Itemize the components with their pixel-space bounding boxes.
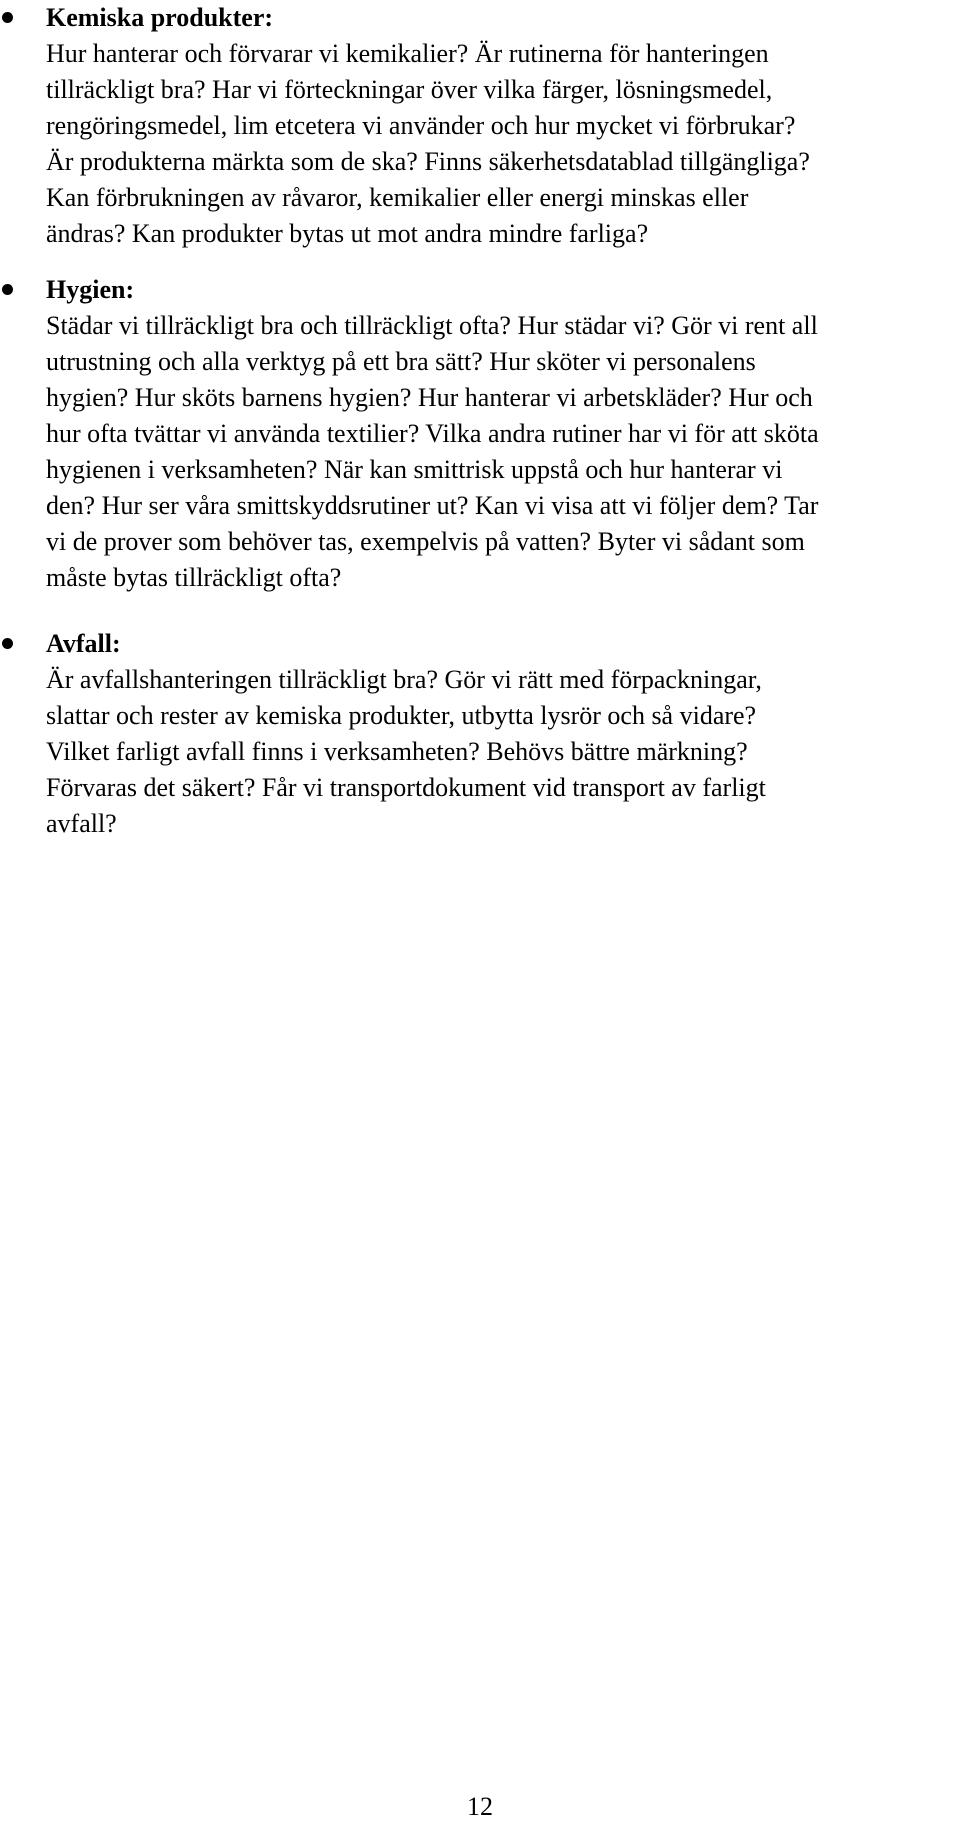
- bullet-icon: [2, 284, 13, 295]
- body-line: Förvaras det säkert? Får vi transportdokument vid transport av farligt: [46, 773, 766, 802]
- body-line: Är avfallshanteringen tillräckligt bra? Gör vi rätt med förpackningar,: [46, 665, 762, 694]
- body-line: Kan förbrukningen av råvaror, kemikalier eller energi minskas eller: [46, 183, 749, 212]
- body-line: hygien? Hur sköts barnens hygien? Hur hanterar vi arbetskläder? Hur och: [46, 383, 813, 412]
- section-avfall: [46, 626, 960, 842]
- body-line: rengöringsmedel, lim etcetera vi använder och hur mycket vi förbrukar?: [46, 111, 796, 140]
- body-line: tillräckligt bra? Har vi förteckningar över vilka färger, lösningsmedel,: [46, 75, 773, 104]
- body-line: Vilket farligt avfall finns i verksamheten? Behövs bättre märkning?: [46, 737, 748, 766]
- body-line: vi de prover som behöver tas, exempelvis på vatten? Byter vi sådant som: [46, 527, 805, 556]
- body-line: Är produkterna märkta som de ska? Finns säkerhetsdatablad tillgängliga?: [46, 147, 810, 176]
- body-line: hur ofta tvättar vi använda textilier? Vilka andra rutiner har vi för att sköta: [46, 419, 819, 448]
- body-line: den? Hur ser våra smittskyddsrutiner ut? Kan vi visa att vi följer dem? Tar: [46, 491, 819, 520]
- section-heading: Kemiska produkter:: [46, 3, 274, 32]
- section-kemiska-produkter: [46, 0, 960, 252]
- section-hygien: [46, 272, 960, 596]
- body-line: slattar och rester av kemiska produkter, utbytta lysrör och så vidare?: [46, 701, 757, 730]
- section-heading: Hygien:: [46, 275, 135, 304]
- body-line: Städar vi tillräckligt bra och tillräckligt ofta? Hur städar vi? Gör vi rent all: [46, 311, 818, 340]
- body-line: avfall?: [46, 809, 117, 838]
- body-line: utrustning och alla verktyg på ett bra sätt? Hur sköter vi personalens: [46, 347, 756, 376]
- body-line: Hur hanterar och förvarar vi kemikalier? Är rutinerna för hanteringen: [46, 39, 769, 68]
- body-line: måste bytas tillräckligt ofta?: [46, 563, 342, 592]
- body-line: ändras? Kan produkter bytas ut mot andra mindre farliga?: [46, 219, 649, 248]
- body-line: hygienen i verksamheten? När kan smittrisk uppstå och hur hanterar vi: [46, 455, 783, 484]
- bullet-icon: [2, 12, 13, 23]
- section-heading: Avfall:: [46, 629, 121, 658]
- bullet-icon: [2, 638, 13, 649]
- page-number: 12: [467, 1792, 493, 1821]
